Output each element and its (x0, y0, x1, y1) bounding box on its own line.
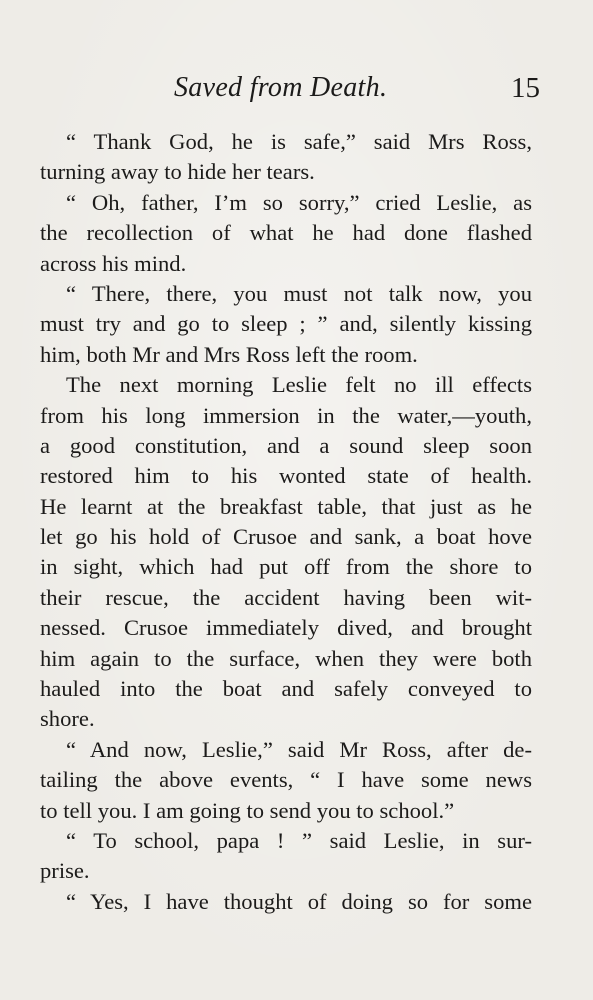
text-line: restored him to his wonted state of health. (40, 463, 532, 489)
text-line: The next morning Leslie felt no ill effects (66, 372, 532, 398)
text-line: must try and go to sleep ; ” and, silently kissing (40, 311, 532, 337)
text-line: “ Thank God, he is safe,” said Mrs Ross, (66, 129, 532, 154)
text-line: a good constitution, and a sound sleep soon (40, 432, 532, 458)
text-line: him again to the surface, when they were both (40, 645, 532, 671)
text-line: He learnt at the breakfast table, that just as he (40, 493, 532, 519)
text-line: shore. (40, 706, 95, 732)
text-line: “ To school, papa ! ” said Leslie, in sur- (66, 827, 532, 853)
text-line: turning away to hide her tears. (40, 159, 315, 185)
text-line: “ There, there, you must not talk now, you (66, 280, 532, 306)
text-line: prise. (40, 858, 90, 884)
page-number: 15 (511, 72, 540, 104)
text-line: their rescue, the accident having been wit- (40, 584, 532, 610)
page-header (40, 72, 540, 108)
text-line: from his long immersion in the water,—youth, (40, 402, 532, 428)
text-line: “ Yes, I have thought of doing so for some (66, 888, 532, 914)
text-line: the recollection of what he had done flashed (40, 220, 532, 246)
running-title: Saved from Death. (174, 72, 388, 103)
text-line: tailing the above events, “ I have some news (40, 767, 532, 793)
text-line: let go his hold of Crusoe and sank, a boat hove (40, 524, 532, 550)
text-line: “ And now, Leslie,” said Mr Ross, after de- (66, 736, 532, 762)
text-line: across his mind. (40, 250, 187, 276)
text-line: to tell you. I am going to send you to school.” (40, 797, 455, 823)
text-line: nessed. Crusoe immediately dived, and brought (40, 615, 532, 641)
text-line: “ Oh, father, I’m so sorry,” cried Leslie, as (66, 189, 532, 215)
text-line: in sight, which had put off from the shore to (40, 554, 532, 580)
text-line: hauled into the boat and safely conveyed to (40, 676, 532, 702)
body-text (40, 127, 532, 917)
text-line: him, both Mr and Mrs Ross left the room. (40, 341, 418, 367)
